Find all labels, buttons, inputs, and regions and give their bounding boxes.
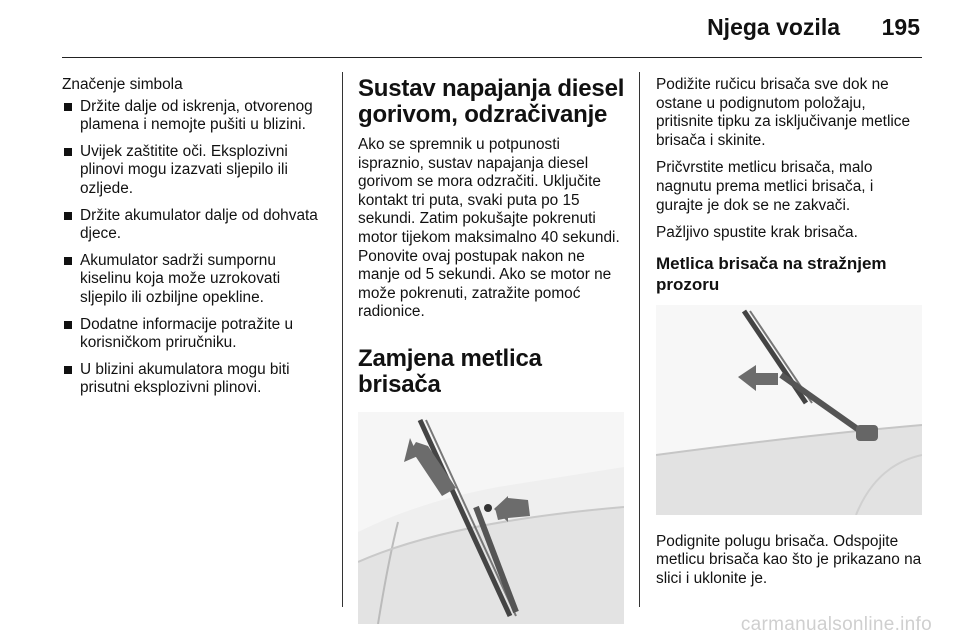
bullet-square-icon: [64, 103, 72, 111]
list-item: Držite akumulator dalje od dohvata djece.: [62, 207, 328, 244]
warning-list: [62, 98, 328, 398]
section-heading-rear-wiper: Metlica brisača na stražnjem prozoru: [656, 253, 887, 294]
column-divider-left: [342, 72, 343, 607]
front-wiper-illustration: [358, 412, 624, 624]
section-heading-diesel: Sustav napajanja diesel gorivom, odzračivanje: [358, 75, 625, 128]
column-1: [62, 76, 328, 406]
section-heading-wiper: Zamjena metlica brisača: [358, 344, 542, 398]
column-3: [656, 76, 922, 598]
bullet-square-icon: [64, 366, 72, 374]
diesel-paragraph: Ako se spremnik u potpunosti ispraznio, sustav napajanja diesel gorivom se mora odzračiti. Uključite kontakt tri puta, svaki puta po 15 sekundi. Zatim pokušajte pokrenuti motor tijekom maksimalno 40 sekundi. Ponovite ovaj postupak nakon ne manje od 5 sekundi. Ako se motor ne može pokrenuti, zatražite pomoć radionice.: [358, 136, 620, 321]
list-item: Držite dalje od iskrenja, otvorenog plamena i nemojte pušiti u blizini.: [62, 98, 328, 135]
symbol-meaning-intro: Značenje simbola: [62, 76, 183, 93]
bullet-square-icon: [64, 257, 72, 265]
list-item: Akumulator sadrži sumpornu kiselinu koja može uzrokovati sljepilo ili ozbiljne opekline.: [62, 252, 328, 308]
column-2: [358, 76, 626, 624]
list-item: Dodatne informacije potražite u korisničkom priručniku.: [62, 316, 328, 353]
rear-wiper-illustration: [656, 305, 922, 515]
list-item: U blizini akumulatora mogu biti prisutni eksplozivni plinovi.: [62, 361, 328, 398]
bullet-square-icon: [64, 321, 72, 329]
column-divider-right: [639, 72, 640, 607]
instruction-paragraph-3: Pažljivo spustite krak brisača.: [656, 224, 858, 242]
instruction-paragraph-4: Podignite polugu brisača. Odspojite metlicu brisača kao što je prikazano na slici i uklonite je.: [656, 532, 922, 587]
list-item: Uvijek zaštitite oči. Eksplozivni plinovi mogu izazvati sljepilo ili ozljede.: [62, 143, 328, 199]
watermark: carmanualsonline.info: [740, 614, 932, 635]
header-rule: [62, 57, 922, 58]
page-number: 195: [881, 14, 920, 40]
bullet-square-icon: [64, 148, 72, 156]
page-header-title: Njega vozila: [707, 14, 840, 40]
instruction-paragraph-1: Podižite ručicu brisača sve dok ne ostane u podignutom položaju, pritisnite tipku za isključivanje metlice brisača i skinite.: [656, 76, 911, 149]
instruction-paragraph-2: Pričvrstite metlicu brisača, malo nagnutu prema metlici brisača, i gurajte je dok se ne zakvači.: [656, 159, 874, 214]
bullet-square-icon: [64, 212, 72, 220]
